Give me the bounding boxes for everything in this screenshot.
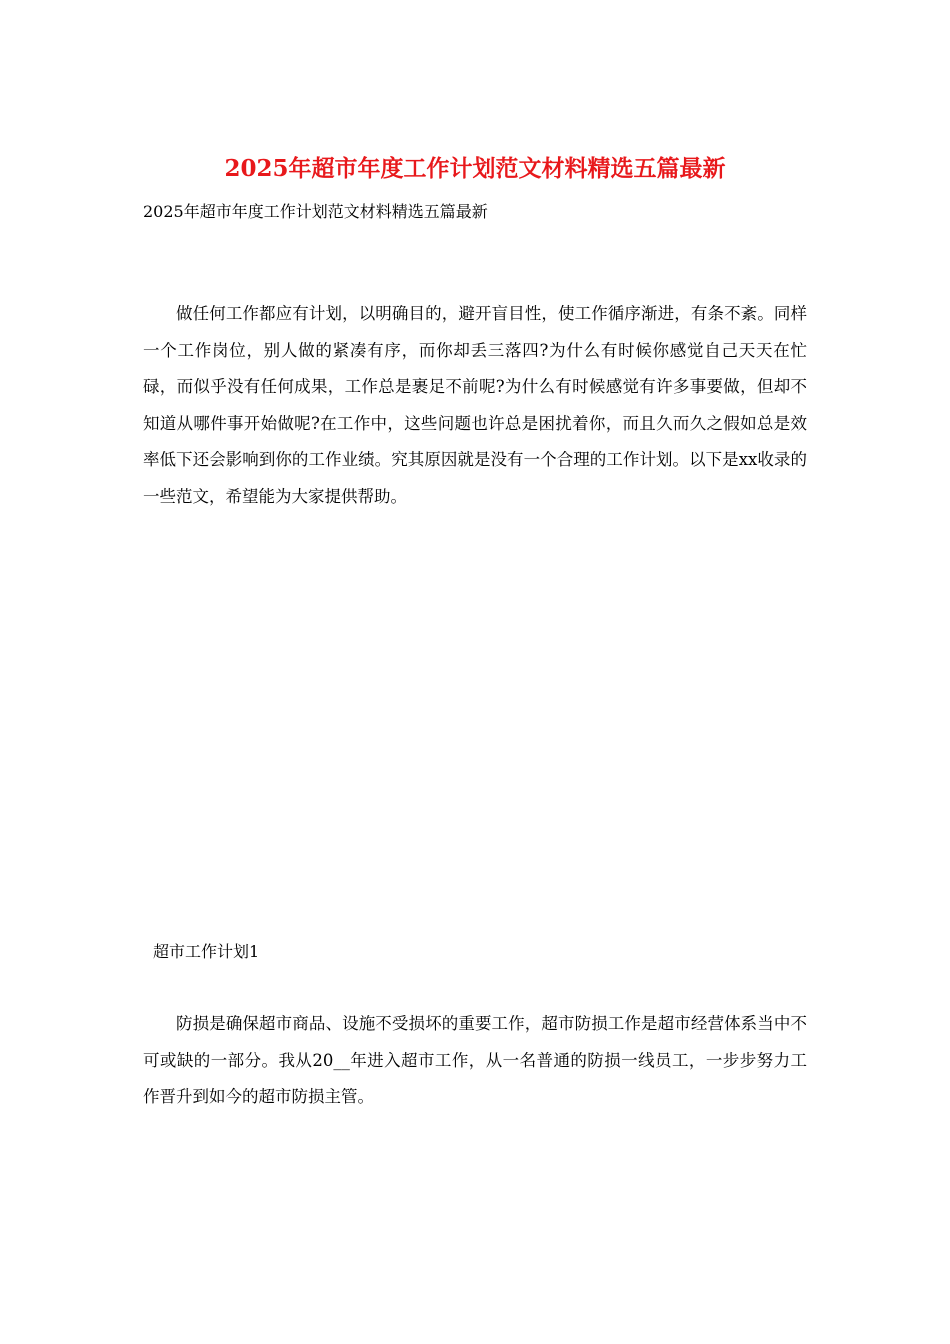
section-body-paragraph: 防损是确保超市商品、设施不受损坏的重要工作，超市防损工作是超市经营体系当中不可或缺的一部分。我从20__年进入超市工作，从一名普通的防损一线员工，一步步努力工作晋升到如今的超市防损主管。	[143, 1014, 807, 1106]
page-title: 2025年超市年度工作计划范文材料精选五篇最新	[224, 155, 726, 182]
intro-paragraph: 做任何工作都应有计划，以明确目的，避开盲目性，使工作循序渐进，有条不紊。同样一个工作岗位，别人做的紧凑有序，而你却丢三落四?为什么有时候你感觉自己天天在忙碌，而似乎没有任何成果，工作总是裹足不前呢?为什么有时候感觉有许多事要做，但却不知道从哪件事开始做呢?在工作中，这些问题也许总是困扰着你，而且久而久之假如总是效率低下还会影响到你的工作业绩。究其原因就是没有一个合理的工作计划。以下是xx收录的一些范文，希望能为大家提供帮助。	[143, 304, 807, 506]
section-heading: 超市工作计划1	[153, 942, 260, 961]
document-subtitle: 2025年超市年度工作计划范文材料精选五篇最新	[143, 202, 488, 221]
